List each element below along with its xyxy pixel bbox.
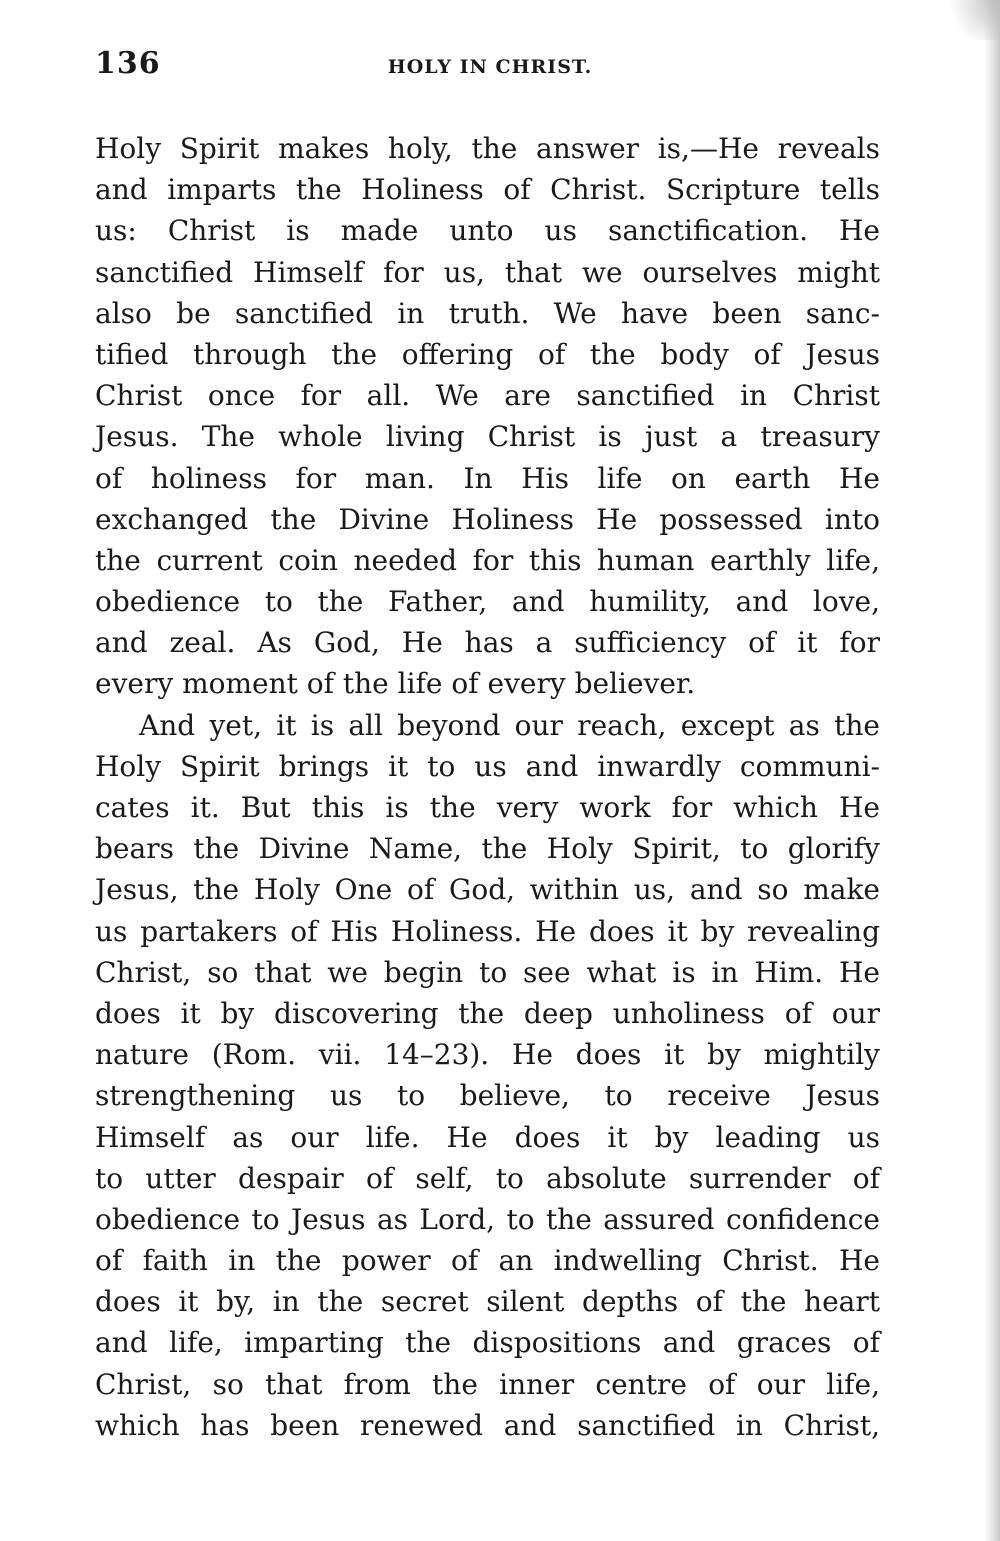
text-line: does it by, in the secret silent depths of the heart [95, 1285, 880, 1319]
page-header [95, 46, 885, 86]
text-line: and zeal. As God, He has a sufficiency of it for [95, 626, 880, 660]
page-body [95, 128, 880, 1446]
paragraph-1 [95, 128, 880, 705]
page-edge-shadow [984, 0, 1000, 1541]
text-line: us: Christ is made unto us sanctification. He [95, 214, 880, 248]
text-line: And yet, it is all beyond our reach, except as the [139, 708, 880, 742]
text-line: us partakers of His Holiness. He does it by revealing [95, 914, 880, 948]
text-line: obedience to Jesus as Lord, to the assured confidence [95, 1202, 880, 1236]
text-line: to utter despair of self, to absolute surrender of [95, 1161, 880, 1195]
text-line: strengthening us to believe, to receive Jesus [95, 1079, 880, 1113]
text-line: of faith in the power of an indwelling Christ. He [95, 1244, 880, 1278]
text-line: Christ, so that from the inner centre of our life, [95, 1367, 880, 1401]
text-line: and life, imparting the dispositions and graces of [95, 1326, 880, 1360]
text-line: which has been renewed and sanctified in Christ, [95, 1408, 880, 1442]
text-line: of holiness for man. In His life on earth He [95, 461, 880, 495]
page-number: 136 [95, 46, 161, 81]
text-line: the current coin needed for this human earthly life, [95, 543, 880, 577]
text-line: also be sanctified in truth. We have been sanc- [95, 296, 880, 330]
paragraph-2 [95, 705, 880, 1446]
text-line: Jesus. The whole living Christ is just a treasury [95, 420, 880, 454]
text-line: sanctified Himself for us, that we ourselves might [95, 255, 880, 289]
running-head: HOLY IN CHRIST. [387, 56, 593, 78]
text-line: and imparts the Holiness of Christ. Scripture tells [95, 173, 880, 207]
text-line: cates it. But this is the very work for which He [95, 791, 880, 824]
text-line: nature (Rom. vii. 14–23). He does it by mightily [95, 1038, 880, 1072]
text-line: tified through the offering of the body of Jesus [95, 337, 880, 371]
text-line: Himself as our life. He does it by leading us [95, 1120, 880, 1154]
text-line: does it by discovering the deep unholiness of our [95, 996, 880, 1030]
text-line: Christ once for all. We are sanctified in Christ [95, 379, 880, 413]
text-line: bears the Divine Name, the Holy Spirit, to glorify [95, 832, 880, 866]
page-corner-speckle [940, 0, 1000, 40]
text-line: Holy Spirit brings it to us and inwardly communi- [95, 749, 880, 783]
text-line: exchanged the Divine Holiness He possessed into [95, 502, 880, 536]
text-line: Holy Spirit makes holy, the answer is,—He reveals [95, 132, 880, 165]
text-line: Jesus, the Holy One of God, within us, and so make [95, 873, 880, 907]
text-line: every moment of the life of every believer. [95, 667, 696, 701]
text-line: Christ, so that we begin to see what is in Him. He [95, 955, 880, 989]
text-line: obedience to the Father, and humility, and love, [95, 585, 880, 619]
